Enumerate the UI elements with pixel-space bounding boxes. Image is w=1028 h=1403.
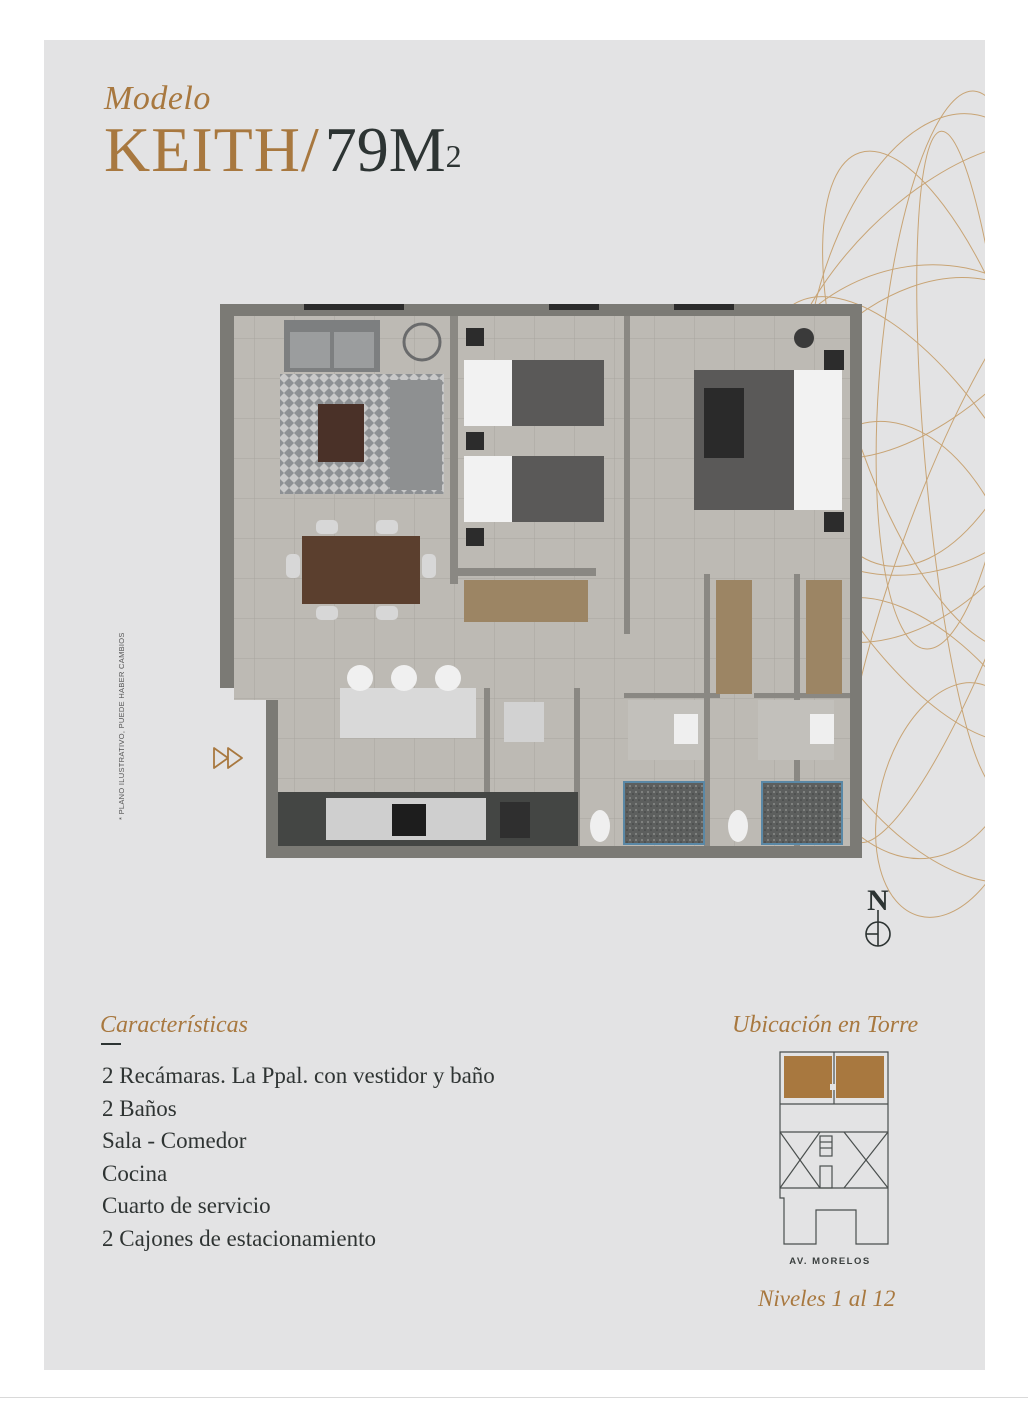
unit-highlight-right xyxy=(836,1056,884,1098)
compass-letter: N xyxy=(867,884,889,917)
area-unit-exponent: 2 xyxy=(445,138,462,174)
street-label: AV. MORELOS xyxy=(789,1256,871,1267)
title-separator: / xyxy=(300,114,319,185)
page-bottom-divider xyxy=(0,1397,1028,1398)
feature-item: 2 Recámaras. La Ppal. con vestidor y baño xyxy=(102,1063,495,1088)
north-compass xyxy=(858,882,898,957)
tower-location-diagram xyxy=(770,1048,892,1254)
feature-item: Cuarto de servicio xyxy=(102,1193,271,1219)
model-name: KEITH xyxy=(104,114,301,185)
feature-item: 2 Baños xyxy=(102,1095,177,1121)
plan-disclaimer: * PLANO ILUSTRATIVO, PUEDE HABER CAMBIOS xyxy=(117,632,126,820)
features-title: Características xyxy=(100,1012,248,1038)
page-title xyxy=(104,114,462,185)
unit-highlight-left xyxy=(784,1056,832,1098)
model-area xyxy=(325,114,462,185)
feature-item: Sala - Comedor xyxy=(102,1128,247,1154)
model-label: Modelo xyxy=(104,80,211,117)
features-list xyxy=(102,1060,495,1256)
levels-label: Niveles 1 al 12 xyxy=(758,1286,896,1311)
tower-location-title: Ubicación en Torre xyxy=(732,1012,919,1038)
compass-icon xyxy=(858,882,898,952)
entrance-arrow-icon xyxy=(212,746,246,770)
feature-item: 2 Cajones de estacionamiento xyxy=(102,1225,377,1251)
feature-item: Cocina xyxy=(102,1160,168,1186)
area-value: 79M xyxy=(324,114,446,185)
floor-plan xyxy=(214,298,866,862)
features-underline xyxy=(101,1043,121,1045)
